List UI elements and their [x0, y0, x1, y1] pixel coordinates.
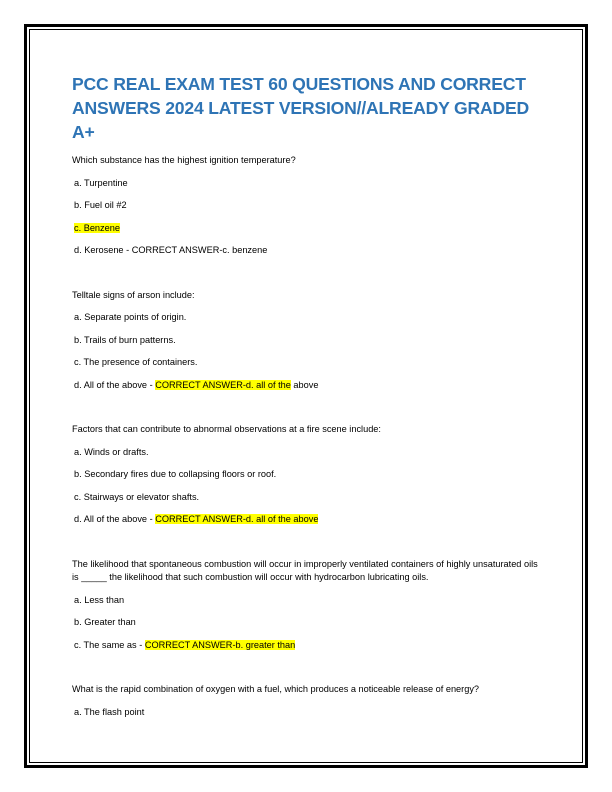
option-a: a. Less than	[74, 594, 125, 605]
question-text: Factors that can contribute to abnormal observations at a fire scene include:	[72, 424, 381, 435]
option-c: c. The presence of containers.	[74, 357, 198, 368]
option-c-text: c. The same as -	[74, 639, 145, 650]
question-block-4	[72, 558, 542, 651]
option-a: a. Winds or drafts.	[74, 446, 149, 457]
option-a: a. Separate points of origin.	[74, 312, 187, 323]
option-b: b. Secondary fires due to collapsing floors or roof.	[74, 469, 277, 480]
question-text: Telltale signs of arson include:	[72, 289, 195, 300]
option-b: b. Fuel oil #2	[74, 200, 127, 211]
document-body	[72, 72, 542, 729]
question-block-5	[72, 683, 542, 718]
option-d: d. Kerosene - CORRECT ANSWER-c. benzene	[74, 245, 268, 256]
question-block-3	[72, 423, 542, 525]
highlighted-answer: CORRECT ANSWER-b. greater than	[144, 639, 296, 650]
question-text: What is the rapid combination of oxygen with a fuel, which produces a noticeable release of energy?	[72, 684, 480, 695]
option-b: b. Trails of burn patterns.	[74, 334, 176, 345]
option-b: b. Greater than	[74, 617, 136, 628]
highlighted-answer: CORRECT ANSWER-d. all of the above	[155, 514, 319, 525]
question-block-1	[72, 154, 542, 256]
option-d	[74, 379, 542, 391]
option-d-text: d. All of the above -	[74, 379, 156, 390]
document-title: PCC REAL EXAM TEST 60 QUESTIONS AND CORRECT ANSWERS 2024 LATEST VERSION//ALREADY GRADED A+	[72, 74, 530, 142]
highlighted-answer: c. Benzene	[74, 222, 120, 233]
question-text: The likelihood that spontaneous combustion will occur in improperly ventilated containers of highly unsaturated oils is _____ the likelihood that such combustion will occur with hydrocarbon lubricating oils.	[72, 558, 538, 583]
option-c	[74, 222, 542, 234]
option-d	[74, 513, 542, 525]
highlighted-answer: CORRECT ANSWER-d. all of the	[155, 379, 291, 390]
option-d-suffix: above	[290, 379, 319, 390]
option-a: a. The flash point	[74, 707, 145, 718]
question-block-2	[72, 289, 542, 391]
question-text: Which substance has the highest ignition temperature?	[72, 155, 296, 165]
option-c	[74, 639, 542, 651]
option-d-text: d. All of the above -	[74, 514, 156, 525]
option-a: a. Turpentine	[74, 177, 128, 188]
option-c: c. Stairways or elevator shafts.	[74, 491, 200, 502]
